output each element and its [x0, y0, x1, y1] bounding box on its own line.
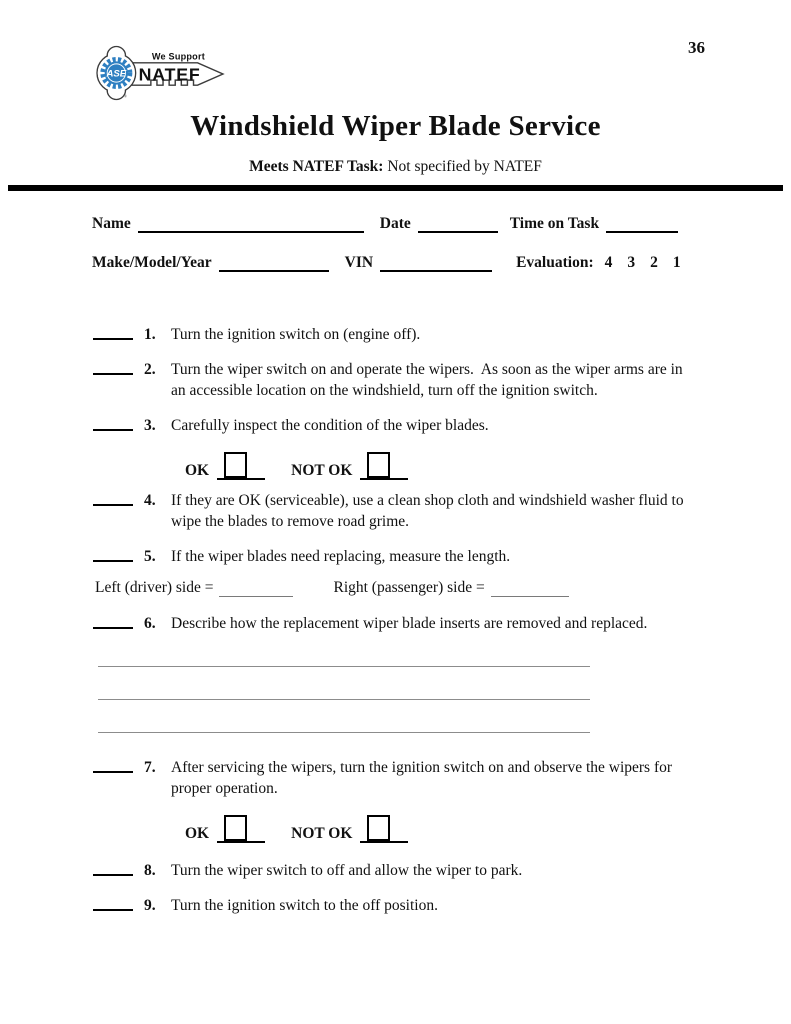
page-title: Windshield Wiper Blade Service	[190, 110, 601, 142]
step-6-answer-lines	[0, 634, 791, 733]
vin-blank[interactable]	[380, 257, 492, 272]
step-1-check-blank[interactable]	[93, 324, 133, 340]
info-row-2	[92, 254, 701, 272]
step-3	[93, 415, 791, 436]
step-7	[93, 757, 791, 799]
step-6-check-blank[interactable]	[93, 613, 133, 629]
header-divider-rule	[8, 185, 783, 191]
info-row-1	[92, 215, 701, 233]
procedure-steps	[0, 324, 791, 916]
step-number: 4.	[144, 492, 156, 510]
right-passenger-side-label: Right (passenger) side =	[333, 579, 485, 597]
meets-natef-value: Not specified by NATEF	[387, 158, 542, 176]
evaluation-score-2[interactable]: 2	[650, 254, 658, 272]
step-number: 5.	[144, 548, 156, 566]
answer-line-2[interactable]	[98, 667, 590, 700]
right-passenger-side-blank[interactable]	[491, 583, 569, 597]
name-label: Name	[92, 215, 131, 233]
step-number: 6.	[144, 615, 156, 633]
evaluation-score-3[interactable]: 3	[627, 254, 636, 272]
not-ok-blank-line[interactable]	[360, 452, 408, 480]
step-text: Turn the ignition switch on (engine off).	[171, 326, 421, 344]
step-3-check-blank[interactable]	[93, 415, 133, 431]
step-text: Describe how the replacement wiper blade inserts are removed and replaced.	[171, 615, 648, 633]
step-number: 8.	[144, 862, 156, 880]
page-number: 36	[688, 38, 705, 57]
step-number: 1.	[144, 326, 156, 344]
step-2-check-blank[interactable]	[93, 359, 133, 375]
step-9	[93, 895, 791, 916]
evaluation-scores	[605, 254, 681, 272]
not-ok-label: NOT OK	[291, 462, 353, 480]
meets-natef-line	[0, 158, 791, 176]
logo-natef-text: NATEF	[138, 64, 201, 85]
step-number: 2.	[144, 361, 156, 379]
left-driver-side-blank[interactable]	[219, 583, 293, 597]
step-7-ok-notok-row	[185, 813, 791, 843]
left-driver-side-label: Left (driver) side =	[95, 579, 214, 597]
not-ok-blank-line[interactable]	[360, 815, 408, 843]
answer-line-3[interactable]	[98, 700, 590, 733]
ok-blank-line[interactable]	[217, 452, 265, 480]
step-text: If the wiper blades need replacing, measure the length.	[171, 548, 511, 566]
step-number: 7.	[144, 759, 156, 777]
step-4-check-blank[interactable]	[93, 490, 133, 506]
step-1	[93, 324, 791, 345]
evaluation-label: Evaluation:	[516, 254, 594, 272]
name-blank[interactable]	[138, 218, 364, 233]
step-text: Carefully inspect the condition of the wiper blades.	[171, 417, 489, 435]
step-text: Turn the ignition switch to the off position.	[171, 897, 438, 915]
natef-logo	[94, 45, 226, 106]
step-5-check-blank[interactable]	[93, 546, 133, 562]
date-blank[interactable]	[418, 218, 498, 233]
ok-label: OK	[185, 462, 210, 480]
ok-blank-line[interactable]	[217, 815, 265, 843]
evaluation-score-1[interactable]: 1	[672, 254, 681, 272]
step-number: 3.	[144, 417, 156, 435]
step-7-check-blank[interactable]	[93, 757, 133, 773]
step-text: Turn the wiper switch to off and allow the wiper to park.	[171, 862, 523, 880]
ase-gear-text: ASE	[106, 68, 127, 80]
step-text: If they are OK (serviceable), use a clean shop cloth and windshield washer fluid to wipe the blades to remove road grime.	[171, 492, 688, 531]
make-model-year-label: Make/Model/Year	[92, 254, 212, 272]
step-number: 9.	[144, 897, 156, 915]
meets-natef-label: Meets NATEF Task:	[249, 158, 384, 176]
not-ok-checkbox[interactable]	[367, 452, 390, 478]
step-text: After servicing the wipers, turn the ignition switch on and observe the wipers for proper operation.	[171, 759, 676, 798]
logo-we-support-text: We Support	[151, 51, 205, 62]
step-6	[93, 613, 791, 634]
step-text: Turn the wiper switch on and operate the wipers. As soon as the wiper arms are in an accessible location on the windshield, turn off the ignition switch.	[171, 361, 687, 400]
vin-label: VIN	[344, 254, 374, 272]
step-9-check-blank[interactable]	[93, 895, 133, 911]
not-ok-label: NOT OK	[291, 825, 353, 843]
date-label: Date	[379, 215, 411, 233]
step-2	[93, 359, 791, 401]
answer-line-1[interactable]	[98, 634, 590, 667]
registered-trademark: ®	[123, 93, 127, 99]
make-model-year-blank[interactable]	[219, 257, 329, 272]
time-on-task-label: Time on Task	[509, 215, 600, 233]
ok-checkbox[interactable]	[224, 815, 247, 841]
ok-label: OK	[185, 825, 210, 843]
step-5	[93, 546, 791, 567]
step-4	[93, 490, 791, 532]
step-3-ok-notok-row	[185, 450, 791, 480]
step-8-check-blank[interactable]	[93, 860, 133, 876]
ok-checkbox[interactable]	[224, 452, 247, 478]
time-on-task-blank[interactable]	[606, 218, 678, 233]
natef-key-logo-graphic	[94, 45, 226, 101]
step-8	[93, 860, 791, 881]
evaluation-score-4[interactable]: 4	[604, 254, 613, 272]
not-ok-checkbox[interactable]	[367, 815, 390, 841]
wiper-length-row	[95, 579, 791, 597]
